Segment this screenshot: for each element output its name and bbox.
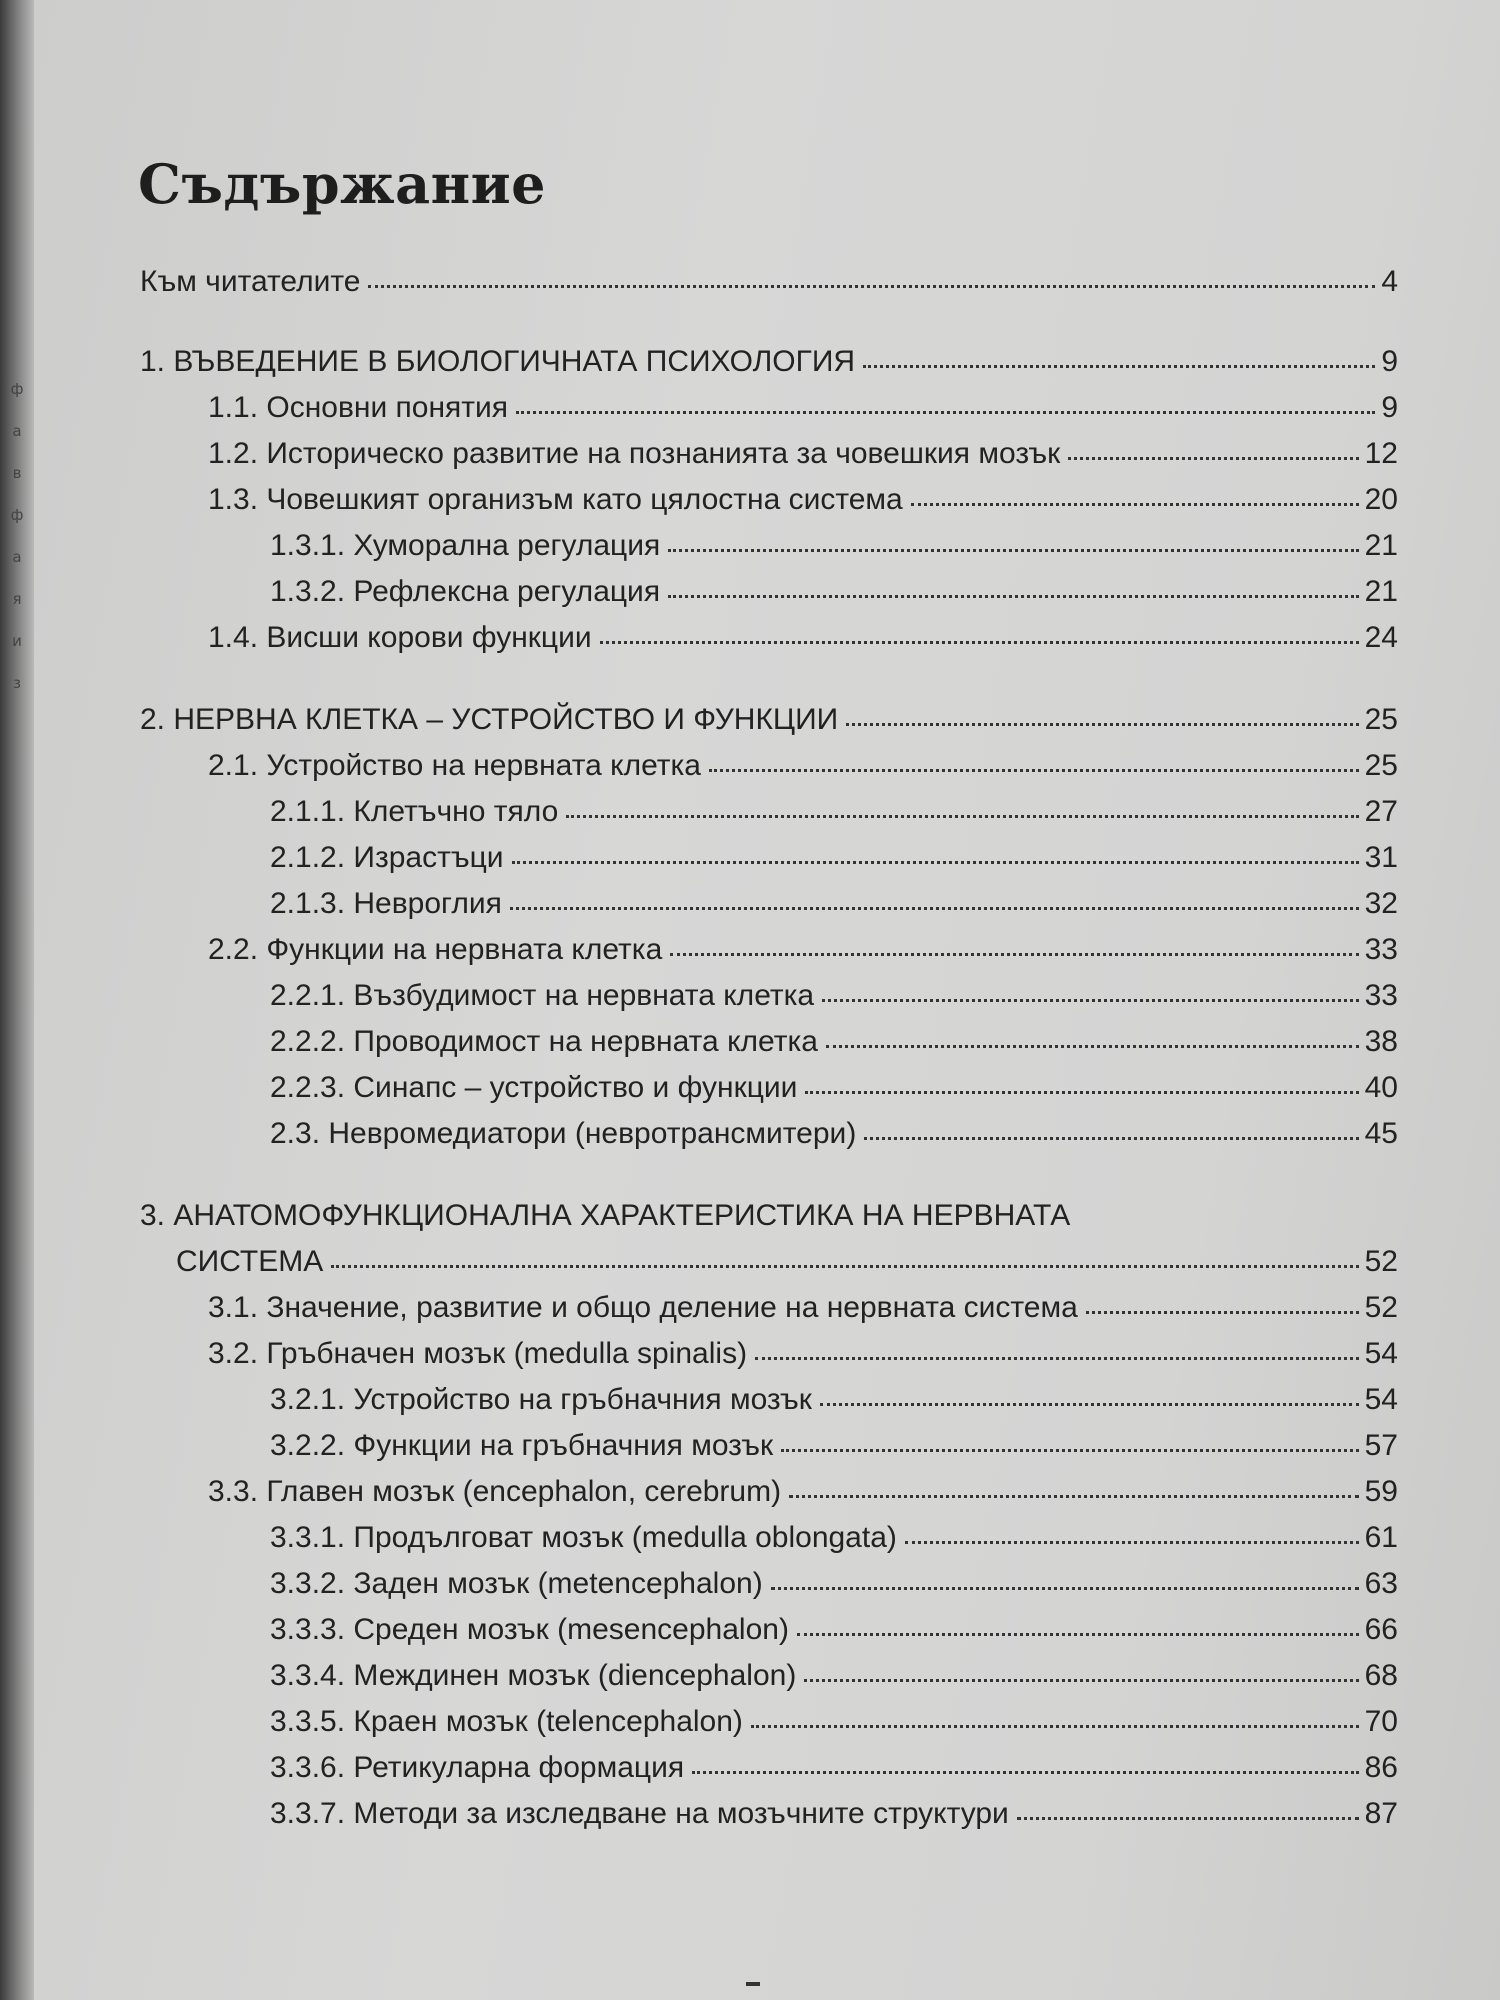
toc-entry-title: 2. НЕРВНА КЛЕТКА – УСТРОЙСТВО И ФУНКЦИИ (140, 703, 839, 736)
edge-mark: а (12, 422, 22, 440)
toc-entry-page: 61 (1364, 1521, 1398, 1554)
toc-entry-page: 66 (1364, 1613, 1398, 1646)
dot-leader (805, 1091, 1358, 1094)
toc-entry (270, 526, 1398, 566)
table-of-contents (34, 0, 1500, 2000)
toc-entry (270, 976, 1398, 1016)
toc-entry-title: 2.2.3. Синапс – устройство и функции (270, 1071, 798, 1104)
toc-entry-page: 25 (1364, 749, 1398, 782)
facing-page-marks (0, 380, 34, 716)
dot-leader (797, 1633, 1359, 1636)
toc-entry-title: СИСТЕМА (176, 1245, 324, 1278)
dot-leader (331, 1265, 1358, 1268)
dot-leader (668, 595, 1359, 598)
toc-entry-page: 57 (1364, 1429, 1398, 1462)
toc-entry (140, 700, 1398, 740)
toc-entry-title: 3.3.3. Среден мозък (mesencephalon) (270, 1613, 789, 1646)
dot-leader (368, 285, 1375, 288)
toc-entry-page: 70 (1364, 1705, 1398, 1738)
toc-entry (208, 1334, 1398, 1374)
edge-mark: з (13, 674, 21, 692)
edge-mark: ф (10, 506, 24, 524)
toc-entry (270, 1114, 1398, 1154)
toc-entry-title: 3.2.1. Устройство на гръбначния мозък (270, 1383, 812, 1416)
toc-entry-page: 9 (1381, 391, 1398, 424)
toc-entry-title: 3.3.5. Краен мозък (telencephalon) (270, 1705, 743, 1738)
toc-entry-title: 1.4. Висши корови функции (208, 621, 592, 654)
toc-entry-title: 2.2.2. Проводимост на нервната клетка (270, 1025, 818, 1058)
toc-entry-page: 21 (1364, 575, 1398, 608)
toc-entry-title: 3.3.1. Продълговат мозък (medulla oblongata) (270, 1521, 897, 1554)
toc-entry-title: 3. АНАТОМОФУНКЦИОНАЛНА ХАРАКТЕРИСТИКА НА НЕРВНАТА (140, 1199, 1071, 1232)
toc-entry-title: 3.3.2. Заден мозък (metencephalon) (270, 1567, 763, 1600)
toc-entry (208, 434, 1398, 474)
toc-entry (270, 1794, 1398, 1834)
toc-entry-page: 4 (1381, 265, 1398, 298)
toc-entry-page: 45 (1364, 1117, 1398, 1150)
toc-entry-title: 2.2. Функции на нервната клетка (208, 933, 663, 966)
toc-entry-page: 20 (1364, 483, 1398, 516)
toc-entry-title: 2.1. Устройство на нервната клетка (208, 749, 701, 782)
toc-entry-page: 68 (1364, 1659, 1398, 1692)
dot-leader (510, 907, 1359, 910)
toc-entry-title: 3.3. Главен мозък (encephalon, cerebrum) (208, 1475, 782, 1508)
page-title: Съдържание (138, 152, 547, 216)
toc-entry (270, 1068, 1398, 1108)
toc-entry-page: 27 (1364, 795, 1398, 828)
toc-entry (140, 342, 1398, 382)
toc-entry-page: 12 (1364, 437, 1398, 470)
dot-leader (668, 549, 1358, 552)
toc-entry (208, 930, 1398, 970)
toc-entry-title: 3.1. Значение, развитие и общо деление на нервната система (208, 1291, 1078, 1324)
toc-entry (270, 1564, 1398, 1604)
toc-entry (208, 746, 1398, 786)
toc-entry (176, 1242, 1398, 1282)
dot-leader (804, 1679, 1358, 1682)
toc-entry-title: 2.1.2. Израстъци (270, 841, 504, 874)
toc-entry-page: 33 (1364, 979, 1398, 1012)
toc-entry-title: 2.1.3. Невроглия (270, 887, 502, 920)
edge-mark: я (12, 590, 22, 608)
dot-leader (771, 1587, 1359, 1590)
toc-entry-page: 54 (1364, 1383, 1398, 1416)
toc-entry-page: 54 (1364, 1337, 1398, 1370)
toc-entry (270, 1426, 1398, 1466)
page-edge (0, 0, 34, 2000)
edge-mark: в (12, 464, 22, 482)
dot-leader (781, 1449, 1358, 1452)
toc-entry-title: 3.3.7. Методи за изследване на мозъчните структури (270, 1797, 1009, 1830)
toc-entry (270, 1702, 1398, 1742)
toc-entry (270, 1610, 1398, 1650)
toc-entry-title: 3.2. Гръбначен мозък (medulla spinalis) (208, 1337, 748, 1370)
dot-leader (820, 1403, 1359, 1406)
toc-entry-page: 21 (1364, 529, 1398, 562)
toc-entry-page: 32 (1364, 887, 1398, 920)
toc-entry (270, 884, 1398, 924)
toc-entry-page: 33 (1364, 933, 1398, 966)
dot-leader (911, 503, 1359, 506)
toc-entry-title: 1.3.2. Рефлексна регулация (270, 575, 661, 608)
dot-leader (789, 1495, 1359, 1498)
dot-leader (755, 1357, 1359, 1360)
toc-entry (270, 1656, 1398, 1696)
toc-entry-page: 52 (1364, 1245, 1398, 1278)
book-page (34, 0, 1500, 2000)
dot-leader (826, 1045, 1359, 1048)
toc-entry-title: 2.3. Невромедиатори (невротрансмитери) (270, 1117, 857, 1150)
toc-entry (208, 388, 1398, 428)
toc-entry-page: 24 (1364, 621, 1398, 654)
dot-leader (1086, 1311, 1359, 1314)
toc-entry-title: 2.2.1. Възбудимост на нервната клетка (270, 979, 815, 1012)
toc-entry-title: 3.3.4. Междинен мозък (diencephalon) (270, 1659, 797, 1692)
dot-leader (670, 953, 1358, 956)
toc-entry (208, 1472, 1398, 1512)
toc-entry-title: Към читателите (140, 265, 361, 298)
toc-entry-title: 1.1. Основни понятия (208, 391, 509, 424)
toc-entry-title: 1.3. Човешкият организъм като цялостна система (208, 483, 903, 516)
toc-entry-page: 87 (1364, 1797, 1398, 1830)
toc-entry-page: 38 (1364, 1025, 1398, 1058)
toc-entry-page: 31 (1364, 841, 1398, 874)
toc-entry-title: 2.1.1. Клетъчно тяло (270, 795, 559, 828)
toc-entry (208, 1288, 1398, 1328)
toc-entry-page: 86 (1364, 1751, 1398, 1784)
toc-entry-page: 52 (1364, 1291, 1398, 1324)
dot-leader (1017, 1817, 1359, 1820)
edge-mark: а (12, 548, 22, 566)
toc-entry-title: 3.3.6. Ретикуларна формация (270, 1751, 685, 1784)
dot-leader (863, 365, 1375, 368)
toc-entry-page: 9 (1381, 345, 1398, 378)
toc-entry (208, 618, 1398, 658)
dot-leader (512, 861, 1359, 864)
toc-entry (140, 262, 1398, 302)
dot-leader (751, 1725, 1359, 1728)
toc-entry-page: 40 (1364, 1071, 1398, 1104)
toc-entry (270, 792, 1398, 832)
toc-entry-page: 59 (1364, 1475, 1398, 1508)
toc-entry (270, 1022, 1398, 1062)
dot-leader (864, 1137, 1358, 1140)
toc-entry (270, 572, 1398, 612)
toc-entry-title: 3.2.2. Функции на гръбначния мозък (270, 1429, 774, 1462)
edge-mark: ф (10, 380, 24, 398)
toc-entry-title: 1.2. Историческо развитие на познанията за човешкия мозък (208, 437, 1061, 470)
toc-entry (270, 838, 1398, 878)
edge-mark: и (12, 632, 22, 650)
dot-leader (905, 1541, 1359, 1544)
dot-leader (600, 641, 1359, 644)
dot-leader (566, 815, 1358, 818)
toc-entry (270, 1380, 1398, 1420)
toc-entry-page: 25 (1364, 703, 1398, 736)
toc-entry (270, 1748, 1398, 1788)
page-number-fragment (746, 1982, 760, 1986)
toc-entry (208, 480, 1398, 520)
dot-leader (1068, 457, 1358, 460)
dot-leader (709, 769, 1359, 772)
dot-leader (846, 723, 1358, 726)
dot-leader (516, 411, 1375, 414)
toc-entry-title: 1.3.1. Хуморална регулация (270, 529, 661, 562)
toc-entry-page: 63 (1364, 1567, 1398, 1600)
dot-leader (822, 999, 1359, 1002)
dot-leader (692, 1771, 1359, 1774)
toc-entry-title: 1. ВЪВЕДЕНИЕ В БИОЛОГИЧНАТА ПСИХОЛОГИЯ (140, 345, 856, 378)
toc-entry (270, 1518, 1398, 1558)
